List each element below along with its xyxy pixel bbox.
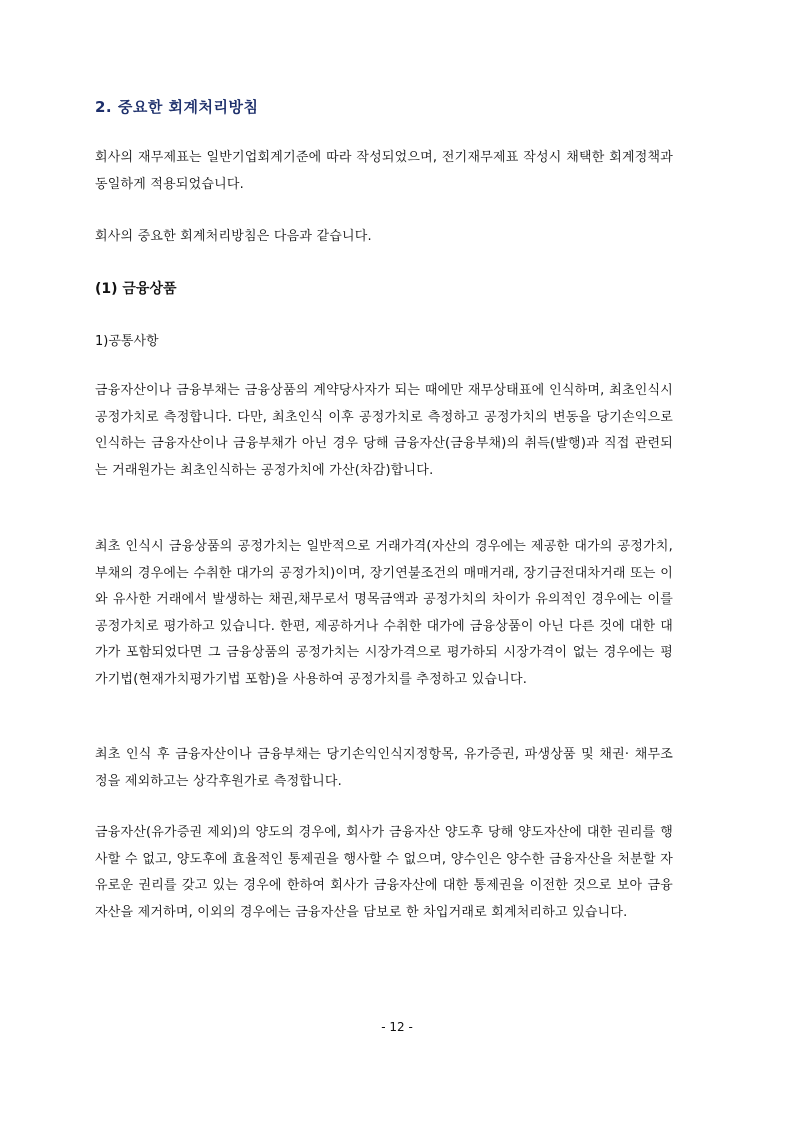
body-paragraph: 금융자산이나 금융부채는 금융상품의 계약당사자가 되는 때에만 재무상태표에 인식하며, 최초인식시 공정가치로 측정합니다. 다만, 최초인식 이후 공정가치로 측정하고 공정가치의 변동을 당기손익으로 인식하는 금융자산이나 금융부채가 아닌 경우 당해 금융자산(금융부채)의 취득(발행)과 직접 관련되는 거래원가는 최초인식하는 공정가치에 가산(차감)합니다.	[95, 383, 673, 478]
item-label: 1)공통사항	[95, 334, 159, 349]
section-title: 2. 중요한 회계처리방침	[95, 98, 259, 116]
body-paragraph: 최초 인식 후 금융자산이나 금융부채는 당기손익인식지정항목, 유가증권, 파생상품 및 채권· 채무조정을 제외하고는 상각후원가로 측정합니다.	[95, 747, 673, 789]
subsection-title: (1) 금융상품	[95, 281, 177, 297]
intro-paragraph: 회사의 재무제표는 일반기업회계기준에 따라 작성되었으며, 전기재무제표 작성시 채택한 회계정책과 동일하게 적용되었습니다.	[95, 150, 673, 192]
body-paragraph: 금융자산(유가증권 제외)의 양도의 경우에, 회사가 금융자산 양도후 당해 양도자산에 대한 권리를 행사할 수 없고, 양도후에 효율적인 통제권을 행사할 수 없으며, 양수인은 양수한 금융자산을 처분할 자유로운 권리를 갖고 있는 경우에 한하여 회사가 금융자산에 대한 통제권을 이전한 것으로 보아 금융자산을 제거하며, 이외의 경우에는 금융자산을 담보로 한 차입거래로 회계처리하고 있습니다.	[95, 825, 673, 920]
body-paragraph: 최초 인식시 금융상품의 공정가치는 일반적으로 거래가격(자산의 경우에는 제공한 대가의 공정가치, 부채의 경우에는 수취한 대가의 공정가치)이며, 장기연불조건의 매매거래, 장기금전대차거래 또는 이와 유사한 거래에서 발생하는 채권,채무로서 명목금액과 공정가치의 차이가 유의적인 경우에는 이를 공정가치로 평가하고 있습니다. 한편, 제공하거나 수취한 대가에 금융상품이 아닌 다른 것에 대한 대가가 포함되었다면 그 금융상품의 공정가치는 시장가격으로 평가하되 시장가격이 없는 경우에는 평가기법(현재가치평가기법 포함)을 사용하여 공정가치를 추정하고 있습니다.	[95, 539, 673, 687]
intro-paragraph: 회사의 중요한 회계처리방침은 다음과 같습니다.	[95, 229, 372, 244]
page-number: - 12 -	[381, 1020, 413, 1034]
